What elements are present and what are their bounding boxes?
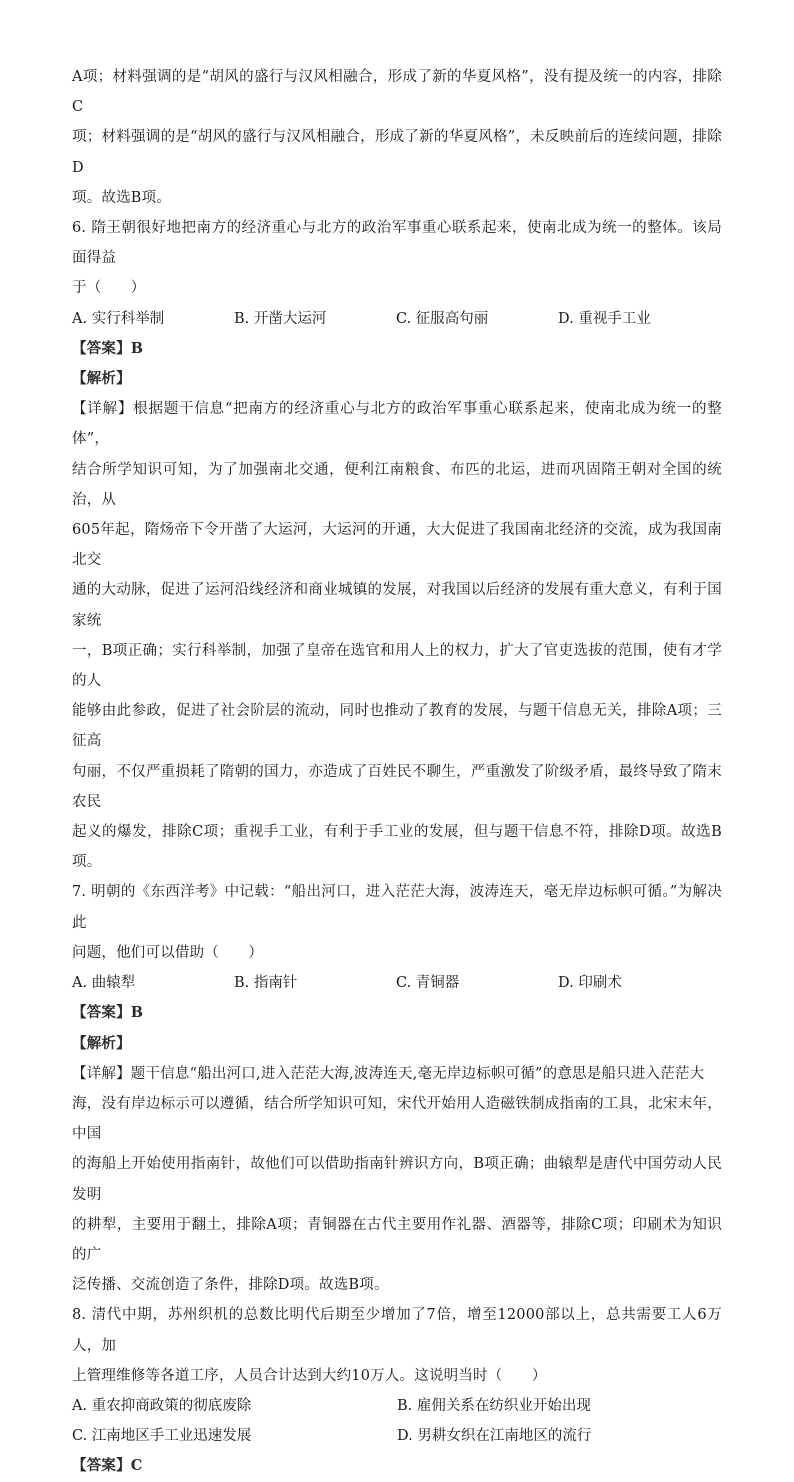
intro-line: 项。故选B项。 bbox=[72, 189, 172, 206]
q8-stem-line: 8. 清代中期，苏州织机的总数比明代后期至少增加了7倍，增至12000部以上，总共需要工人6万人，加 bbox=[72, 1307, 722, 1354]
intro-line: 项；材料强调的是“胡风的盛行与汉风相融合，形成了新的华夏风格”，未反映前后的连续问题，排除D bbox=[72, 129, 722, 176]
q6-answer: 【答案】B bbox=[72, 339, 144, 357]
q6-option-b: B. 开凿大运河 bbox=[234, 310, 327, 327]
q6-detail-line: 605年起，隋炀帝下令开凿了大运河，大运河的开通，大大促进了我国南北经济的交流，成为我国南北交 bbox=[72, 522, 722, 569]
q7-stem-line: 7. 明朝的《东西洋考》中记载：“船出河口，进入茫茫大海，波涛连天，毫无岸边标帜可循。”为解决此 bbox=[72, 884, 722, 931]
q8-option-c: C. 江南地区手工业迅速发展 bbox=[72, 1428, 252, 1445]
q7-detail-line: 海，没有岸边标示可以遵循，结合所学知识可知，宋代开始用人造磁铁制成指南的工具，北宋末年，中国 bbox=[72, 1095, 722, 1143]
q8-stem-line: 上管理维修等各道工序，人员合计达到大约10万人。这说明当时（ ） bbox=[72, 1367, 547, 1384]
q8-answer: 【答案】C bbox=[72, 1457, 143, 1475]
q8-option-d: D. 男耕女织在江南地区的流行 bbox=[397, 1428, 592, 1445]
q6-option-d: D. 重视手工业 bbox=[558, 310, 651, 327]
q6-detail-line: 结合所学知识可知，为了加强南北交通，便利江南粮食、布匹的北运，进而巩固隋王朝对全国的统治，从 bbox=[72, 461, 722, 508]
q6-detail-line: 句丽，不仅严重损耗了隋朝的国力，亦造成了百姓民不聊生，严重激发了阶级矛盾，最终导致了隋末农民 bbox=[72, 763, 722, 810]
q7-analysis-label: 【解析】 bbox=[72, 1034, 131, 1052]
q7-option-d: D. 印刷术 bbox=[558, 975, 622, 992]
document-page bbox=[72, 62, 722, 1482]
q8-options-row2 bbox=[72, 1421, 722, 1451]
q6-detail-line: 一，B项正确；实行科举制，加强了皇帝在选官和用人上的权力，扩大了官吏选拔的范围，使有才学的人 bbox=[72, 642, 722, 690]
q6-stem-line: 6. 隋王朝很好地把南方的经济重心与北方的政治军事重心联系起来，使南北成为统一的整体。该局面得益 bbox=[72, 220, 722, 267]
q6-stem-line: 于（ ） bbox=[72, 280, 146, 297]
q7-answer: 【答案】B bbox=[72, 1004, 144, 1022]
q6-detail-line: 能够由此参政，促进了社会阶层的流动，同时也推动了教育的发展，与题干信息无关，排除A项；三征高 bbox=[72, 703, 722, 750]
intro-line: A项；材料强调的是“胡风的盛行与汉风相融合，形成了新的华夏风格”，没有提及统一的内容，排除C bbox=[72, 69, 722, 116]
q7-detail-line: 的耕犁，主要用于翻土，排除A项；青铜器在古代主要用作礼器、酒器等，排除C项；印刷术为知识的广 bbox=[72, 1216, 722, 1263]
q6-detail-line: 通的大动脉，促进了运河沿线经济和商业城镇的发展，对我国以后经济的发展有重大意义，有利于国家统 bbox=[72, 582, 722, 629]
q7-detail-line: 【详解】题干信息“船出河口,进入茫茫大海,波涛连天,毫无岸边标帜可循”的意思是船只进入茫茫大 bbox=[72, 1065, 705, 1082]
q7-detail-line: 的海船上开始使用指南针，故他们可以借助指南针辨识方向，B项正确；曲辕犁是唐代中国劳动人民发明 bbox=[72, 1156, 722, 1203]
q6-detail-line: 起义的爆发，排除C项；重视手工业，有利于手工业的发展，但与题干信息不符，排除D项。故选B项。 bbox=[72, 824, 722, 871]
q6-option-a: A. 实行科举制 bbox=[72, 310, 165, 327]
q7-detail-line: 泛传播、交流创造了条件，排除D项。故选B项。 bbox=[72, 1277, 389, 1294]
q7-option-b: B. 指南针 bbox=[234, 975, 298, 992]
q7-option-c: C. 青铜器 bbox=[396, 975, 460, 992]
q8-option-a: A. 重农抑商政策的彻底废除 bbox=[72, 1397, 252, 1414]
q6-options bbox=[72, 304, 722, 334]
q6-option-c: C. 征服高句丽 bbox=[396, 310, 489, 327]
q8-options-row1 bbox=[72, 1391, 722, 1421]
q7-stem-line: 问题，他们可以借助（ ） bbox=[72, 944, 264, 961]
q6-detail-line: 【详解】根据题干信息“把南方的经济重心与北方的政治军事重心联系起来，使南北成为统一的整体”， bbox=[72, 401, 722, 448]
q8-option-b: B. 雇佣关系在纺织业开始出现 bbox=[397, 1397, 591, 1414]
q7-option-a: A. 曲辕犁 bbox=[72, 975, 136, 992]
q6-analysis-label: 【解析】 bbox=[72, 370, 131, 388]
q7-options bbox=[72, 968, 722, 998]
